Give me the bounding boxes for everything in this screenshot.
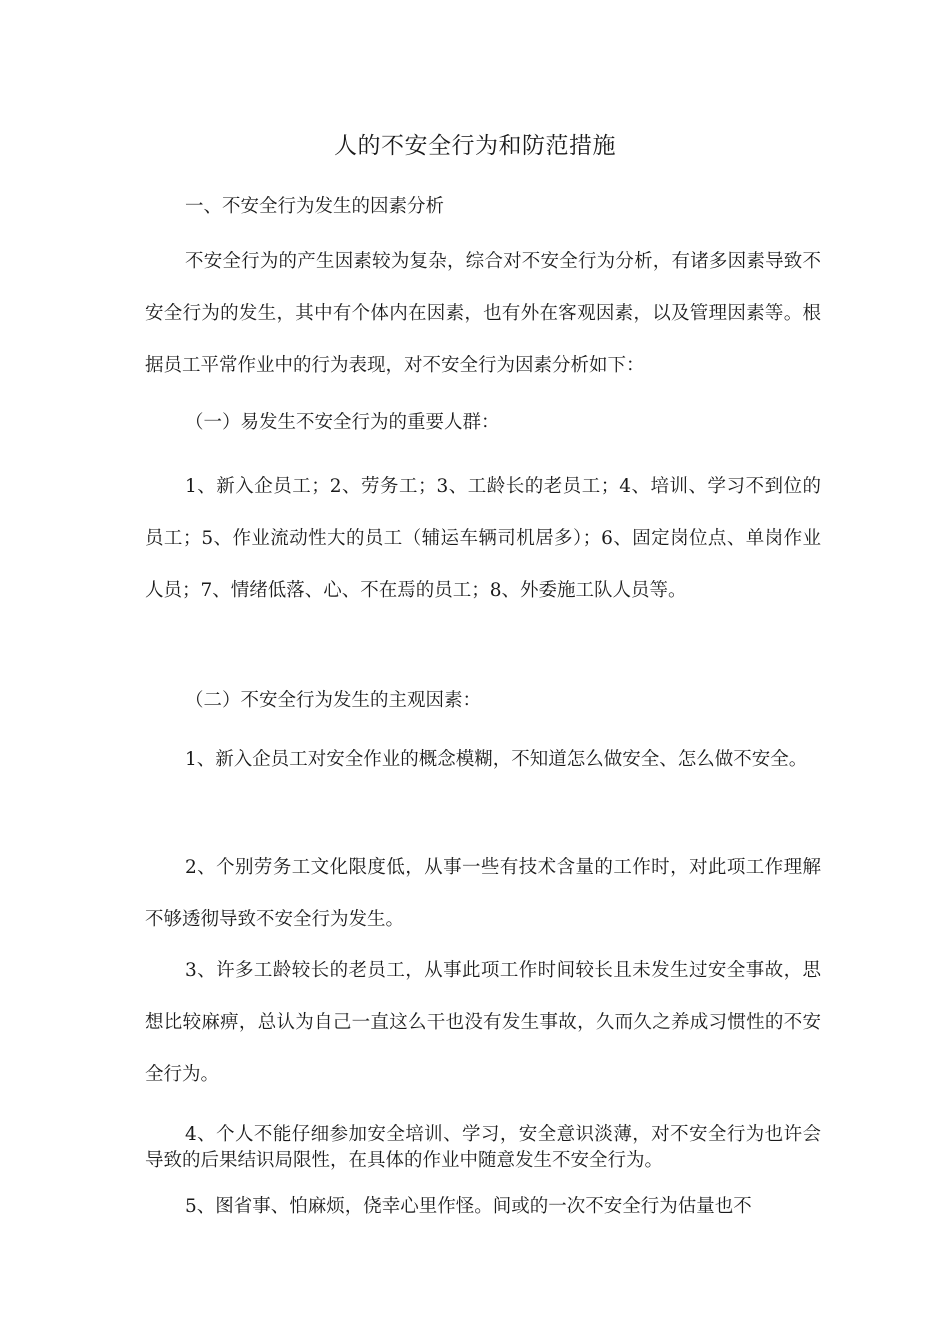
factor-item: 2、个别劳务工文化限度低，从事一些有技术含量的工作时，对此项工作理解不够透彻导致不安全行为发生。 [145, 857, 821, 930]
document-title: 人的不安全行为和防范措施 [334, 133, 616, 159]
subsection-heading-1: （一）易发生不安全行为的重要人群： [185, 412, 500, 433]
subsection-1-list: 1、新入企员工；2、劳务工；3、工龄长的老员工；4、培训、学习不到位的员工；5、作业流动性大的员工（辅运车辆司机居多）；6、固定岗位点、单岗作业人员；7、情绪低落、心、不在焉的员工；8、外委施工队人员等。 [145, 476, 821, 601]
factor-item: 1、新入企员工对安全作业的概念模糊，不知道怎么做安全、怎么做不安全。 [185, 749, 808, 770]
subsection-heading-2: （二）不安全行为发生的主观因素： [185, 690, 482, 711]
intro-paragraph: 不安全行为的产生因素较为复杂，综合对不安全行为分析，有诸多因素导致不安全行为的发生，其中有个体内在因素，也有外在客观因素，以及管理因素等。根据员工平常作业中的行为表现，对不安全行为因素分析如下： [145, 251, 821, 376]
factor-item: 5、图省事、怕麻烦，侥幸心里作怪。间或的一次不安全行为估量也不 [185, 1196, 752, 1217]
factor-item: 4、个人不能仔细参加安全培训、学习，安全意识淡薄，对不安全行为也许会导致的后果结识局限性，在具体的作业中随意发生不安全行为。 [145, 1124, 821, 1171]
section-heading-1: 一、不安全行为发生的因素分析 [185, 196, 445, 217]
factor-item: 3、许多工龄较长的老员工，从事此项工作时间较长且未发生过安全事故，思想比较麻痹，总认为自己一直这么干也没有发生事故，久而久之养成习惯性的不安全行为。 [145, 960, 821, 1085]
